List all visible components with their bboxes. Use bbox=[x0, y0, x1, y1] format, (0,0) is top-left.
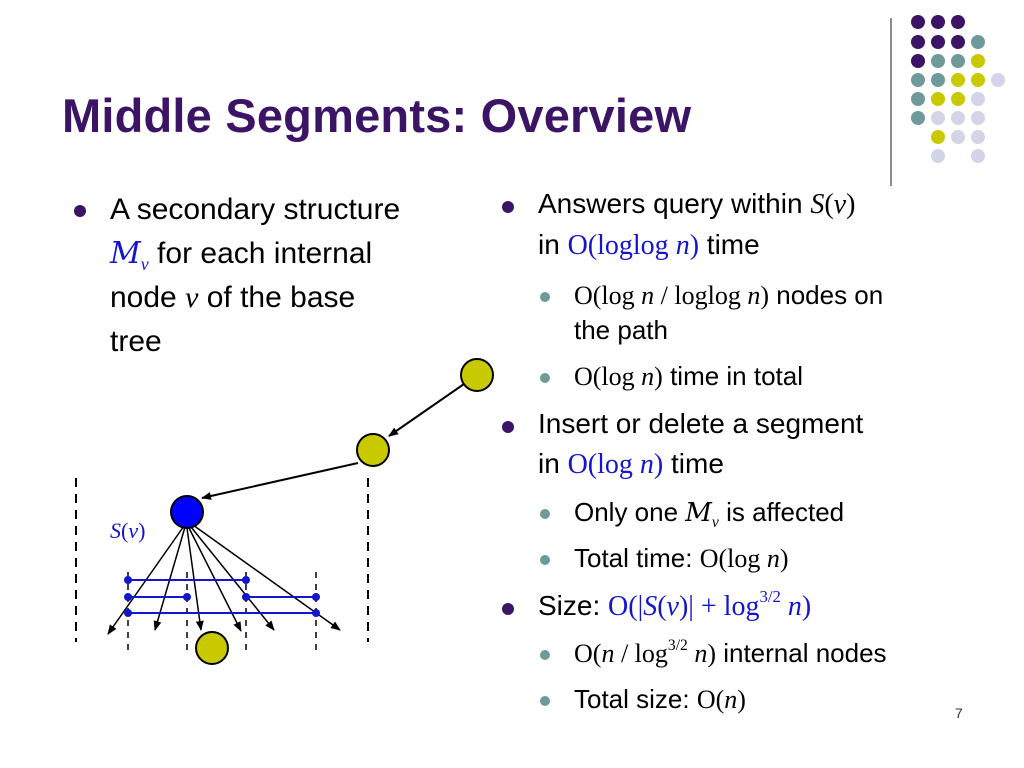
time-text: time bbox=[699, 229, 760, 260]
bigo-close: ) bbox=[760, 281, 770, 310]
sv-label-open: ( bbox=[121, 518, 129, 543]
bigo-text: O(log bbox=[574, 362, 642, 391]
bigo-text: O(log bbox=[574, 281, 642, 310]
bigo-close: ) bbox=[689, 230, 700, 261]
n-symbol: n bbox=[639, 449, 654, 480]
n-symbol: n bbox=[747, 281, 761, 310]
left-bullet-line3-a: node bbox=[110, 281, 186, 314]
bigo-close: ) bbox=[737, 685, 746, 714]
exponent: 3/2 bbox=[759, 587, 781, 607]
n-symbol: n bbox=[694, 639, 708, 668]
paren: ( bbox=[824, 189, 834, 220]
segment-endpoint bbox=[124, 609, 132, 617]
bigo-text: O(loglog bbox=[567, 230, 676, 261]
bigo-text: O( bbox=[574, 639, 602, 668]
subbullet-marker bbox=[540, 696, 550, 706]
bullet-marker bbox=[502, 421, 514, 433]
slide-title: Middle Segments: Overview bbox=[62, 89, 692, 142]
segment-endpoint bbox=[312, 609, 320, 617]
time-text: time bbox=[663, 448, 724, 479]
left-bullet-line3-b: of the base bbox=[198, 281, 356, 314]
in-text: in bbox=[538, 229, 568, 260]
n-symbol: n bbox=[641, 281, 655, 310]
bigo-close: ) bbox=[653, 449, 664, 480]
s-symbol: S bbox=[810, 189, 825, 220]
s-symbol: S bbox=[643, 591, 658, 622]
segment-endpoint bbox=[124, 576, 132, 584]
sub-line bbox=[574, 541, 1004, 576]
tree-edge-arrow bbox=[202, 463, 358, 498]
right-bullet-size bbox=[538, 586, 1008, 627]
left-bullet-line4: tree bbox=[110, 325, 162, 358]
m-subscript: v bbox=[140, 254, 149, 274]
sv-label-s: S bbox=[110, 518, 121, 543]
tree-edge-arrow bbox=[389, 384, 464, 436]
right-bullet-query bbox=[538, 184, 1008, 266]
bigo-text: O( bbox=[696, 685, 725, 714]
segment-endpoint bbox=[242, 576, 250, 584]
insert-line2 bbox=[538, 444, 1008, 485]
sub-line bbox=[574, 359, 1004, 394]
in-text: in bbox=[538, 448, 568, 479]
fan-arrow bbox=[155, 527, 185, 630]
query-line2 bbox=[538, 225, 1008, 266]
paren: ) bbox=[846, 189, 856, 220]
insert-line1: Insert or delete a segment bbox=[538, 408, 864, 439]
sub-line bbox=[574, 636, 1004, 671]
sv-label bbox=[110, 518, 145, 544]
bigo-text: / log bbox=[614, 639, 668, 668]
n-symbol: n bbox=[766, 544, 780, 573]
tree-node-child bbox=[196, 632, 228, 664]
n-symbol: n bbox=[641, 362, 655, 391]
exponent: 3/2 bbox=[667, 637, 688, 655]
n-symbol: n bbox=[601, 639, 615, 668]
query-line1 bbox=[538, 184, 1008, 225]
left-bullet-line1: A secondary structure bbox=[110, 193, 401, 226]
sub-text: Total size: bbox=[574, 684, 697, 714]
space bbox=[781, 591, 788, 622]
subbullet-marker bbox=[540, 373, 550, 383]
paren: ( bbox=[657, 591, 667, 622]
bigo-close: ) bbox=[779, 544, 789, 573]
bigo-text: )| + log bbox=[678, 591, 760, 622]
tree-node bbox=[357, 434, 389, 466]
m-subscript: v bbox=[711, 514, 719, 532]
right-subbullet-only-one bbox=[574, 495, 1004, 530]
sub-line bbox=[574, 495, 1004, 530]
m-symbol: M bbox=[110, 236, 141, 271]
tree-node-v bbox=[171, 496, 203, 528]
bigo-close: ) bbox=[707, 639, 716, 668]
right-subbullet-total-time bbox=[574, 541, 1004, 576]
v-symbol: v bbox=[666, 591, 679, 622]
bigo-close: ) bbox=[654, 362, 663, 391]
n-symbol: n bbox=[675, 230, 690, 261]
segment-endpoint bbox=[183, 593, 191, 601]
bigo-text: O(| bbox=[608, 591, 644, 622]
v-symbol: v bbox=[185, 281, 199, 314]
query-text: Answers query within bbox=[538, 188, 811, 219]
sub-text: Total time: bbox=[574, 543, 700, 573]
sub-text: is affected bbox=[718, 497, 845, 527]
bigo-text: / loglog bbox=[654, 281, 748, 310]
sub-text: Only one bbox=[574, 497, 686, 527]
segment-endpoint bbox=[124, 593, 132, 601]
bigo-text: O(log bbox=[567, 449, 640, 480]
sub-line2: the path bbox=[574, 315, 668, 345]
size-label: Size: bbox=[538, 590, 609, 621]
sub-text: internal nodes bbox=[716, 638, 887, 668]
bullet-marker bbox=[502, 201, 514, 213]
sv-label-v: v bbox=[128, 518, 139, 543]
bigo-text: O(log bbox=[699, 544, 767, 573]
page-number: 7 bbox=[955, 705, 963, 721]
sub-text: nodes on bbox=[769, 280, 884, 310]
n-symbol: n bbox=[724, 685, 738, 714]
v-symbol: v bbox=[833, 189, 847, 220]
right-bullet-insert-delete bbox=[538, 404, 1008, 485]
sub-line bbox=[574, 682, 1004, 717]
subbullet-marker bbox=[540, 509, 550, 519]
bullet-marker bbox=[502, 603, 514, 615]
left-bullet-line2-text: for each internal bbox=[148, 237, 373, 270]
subbullet-marker bbox=[540, 555, 550, 565]
size-line bbox=[538, 586, 1008, 627]
sub-text: time in total bbox=[662, 361, 804, 391]
segment-endpoint bbox=[242, 593, 250, 601]
right-subbullet-internal-nodes bbox=[574, 636, 1004, 671]
segment-endpoint bbox=[312, 593, 320, 601]
subbullet-marker bbox=[540, 650, 550, 660]
subbullet-marker bbox=[540, 292, 550, 302]
n-symbol: n bbox=[787, 591, 802, 622]
right-subbullet-total-size bbox=[574, 682, 1004, 717]
sub-line1 bbox=[574, 278, 1004, 313]
m-symbol: M bbox=[685, 498, 712, 528]
right-subbullet-time-total bbox=[574, 359, 1004, 394]
right-subbullet-nodes-on-path bbox=[574, 278, 1004, 347]
bigo-close: ) bbox=[801, 591, 812, 622]
sv-label-close: ) bbox=[138, 518, 146, 543]
tree-node-root bbox=[461, 359, 493, 391]
